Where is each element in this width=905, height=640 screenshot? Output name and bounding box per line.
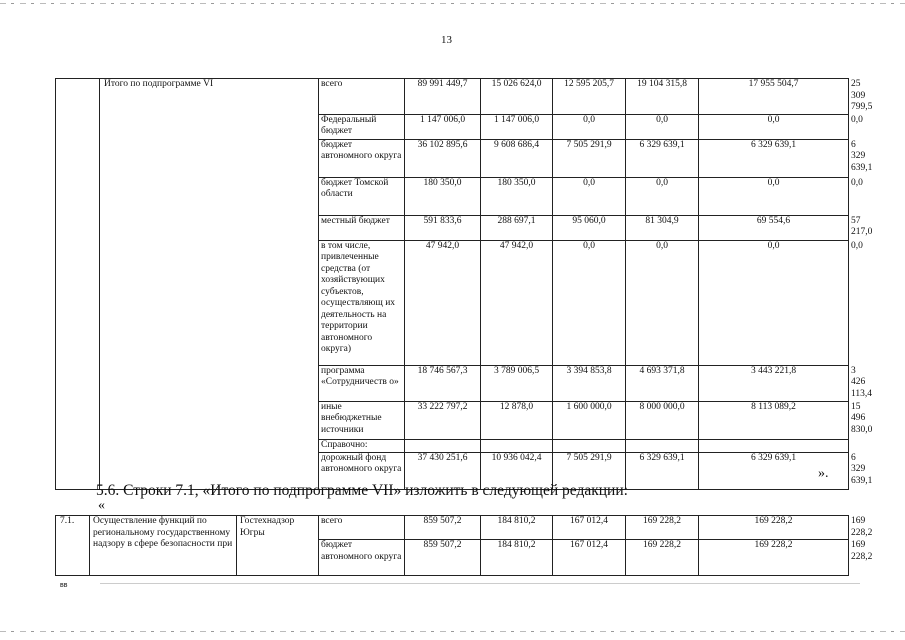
value-cell: 1 147 006,0 [405, 114, 481, 139]
table-row: программа «Сотрудничеств о» 18 746 567,3 3 789 006,5 3 394 853,8 4 693 371,8 3 443 221,8 3 426 113,4 [56, 365, 849, 401]
value-cell: 19 104 315,8 [626, 79, 699, 115]
value-cell: 0,0 [553, 240, 626, 365]
value-cell: 0,0 [699, 177, 849, 215]
value-cell: 4 693 371,8 [626, 365, 699, 401]
value-cell: 184 810,2 [481, 540, 553, 576]
value-cell: 591 833,6 [405, 215, 481, 240]
section-heading: 5.6. Строки 7.1, «Итого по подпрограмме VII» изложить в следующей редакции: [96, 482, 628, 499]
value-cell: 6 329 639,1 [626, 139, 699, 177]
value-cell: 169 228,2 [626, 516, 699, 540]
row-label: Федеральный бюджет [319, 114, 405, 139]
value-cell [553, 439, 626, 452]
value-cell: 180 350,0 [405, 177, 481, 215]
row-label: бюджет автономного округа [319, 540, 405, 576]
value-cell: 0,0 [699, 240, 849, 365]
value-cell: 6 329 639,1 [626, 452, 699, 489]
value-cell: 167 012,4 [553, 540, 626, 576]
row-label: в том числе, привлеченные средства (от хозяйствующих субъектов, осуществляющ их деятельность на территории автономного округа) [319, 240, 405, 365]
value-cell: 69 554,6 [699, 215, 849, 240]
value-cell: 7 505 291,9 [553, 139, 626, 177]
value-cell: 1 147 006,0 [481, 114, 553, 139]
row-label: Справочно: [319, 439, 405, 452]
value-cell: 7 505 291,9 [553, 452, 626, 489]
table-row: иные внебюджетные источники 33 222 797,2 12 878,0 1 600 000,0 8 000 000,0 8 113 089,2 15 496 830,0 [56, 401, 849, 439]
row-label: иные внебюджетные источники [319, 401, 405, 439]
value-cell: 15 026 624,0 [481, 79, 553, 115]
table-row: дорожный фонд автономного округа 37 430 251,6 10 936 042,4 7 505 291,9 6 329 639,1 6 329 639,1 6 329 639,1 [56, 452, 849, 489]
page-number: 13 [441, 34, 452, 46]
row-label: местный бюджет [319, 215, 405, 240]
value-cell: 36 102 895,6 [405, 139, 481, 177]
table-row: Федеральный бюджет 1 147 006,0 1 147 006,0 0,0 0,0 0,0 0,0 [56, 114, 849, 139]
row-number: 7.1. [56, 516, 90, 576]
value-cell: 167 012,4 [553, 516, 626, 540]
row-label: дорожный фонд автономного округа [319, 452, 405, 489]
value-cell: 0,0 [553, 177, 626, 215]
closing-quote: ». [818, 466, 829, 481]
table-row: бюджет автономного округа 36 102 895,6 9 608 686,4 7 505 291,9 6 329 639,1 6 329 639,1 6 329 639,1 [56, 139, 849, 177]
value-cell: 0,0 [626, 240, 699, 365]
row-label: бюджет Томской области [319, 177, 405, 215]
value-cell: 1 600 000,0 [553, 401, 626, 439]
value-cell: 169 228,2 [699, 516, 849, 540]
table-row: Итого по подпрограмме VI всего 89 991 449,7 15 026 624,0 12 595 205,7 19 104 315,8 17 955 504,7 25 309 799,5 [56, 79, 849, 115]
section-label: Итого по подпрограмме VI [100, 79, 319, 490]
value-cell: 6 329 639,1 [699, 452, 849, 489]
value-cell: 0,0 [626, 114, 699, 139]
subprogram-vi-table [55, 78, 873, 490]
value-cell: 3 789 006,5 [481, 365, 553, 401]
value-cell: 95 060,0 [553, 215, 626, 240]
value-cell [699, 439, 849, 452]
value-cell: 18 746 567,3 [405, 365, 481, 401]
row-label: всего [319, 516, 405, 540]
value-cell: 8 000 000,0 [626, 401, 699, 439]
table-row: бюджет Томской области 180 350,0 180 350,0 0,0 0,0 0,0 0,0 [56, 177, 849, 215]
value-cell: 3 443 221,8 [699, 365, 849, 401]
row-label: программа «Сотрудничеств о» [319, 365, 405, 401]
value-cell: 9 608 686,4 [481, 139, 553, 177]
value-cell: 288 697,1 [481, 215, 553, 240]
value-cell: 184 810,2 [481, 516, 553, 540]
table-row: в том числе, привлеченные средства (от хозяйствующих субъектов, осуществляющ их деятельность на территории автономного округа) 47 942,0 47 942,0 0,0 0,0 0,0 0,0 [56, 240, 849, 365]
scan-edge-top [0, 3, 905, 4]
value-cell: 47 942,0 [481, 240, 553, 365]
value-cell: 6 329 639,1 [699, 139, 849, 177]
value-cell: 859 507,2 [405, 516, 481, 540]
value-cell [626, 439, 699, 452]
value-cell [481, 439, 553, 452]
value-cell: 10 936 042,4 [481, 452, 553, 489]
measure-description: Осуществление функций по региональному государственному надзору в сфере безопасности при [90, 516, 237, 576]
value-cell: 3 394 853,8 [553, 365, 626, 401]
value-cell: 169 228,2 [699, 540, 849, 576]
value-cell: 81 304,9 [626, 215, 699, 240]
value-cell: 0,0 [553, 114, 626, 139]
footer-mark: вв [60, 582, 68, 589]
responsible-executor: Гостехнадзор Югры [237, 516, 319, 576]
table-row: бюджет автономного округа 859 507,2 184 810,2 167 012,4 169 228,2 169 228,2 169 228,2 [56, 540, 849, 576]
row-label: всего [319, 79, 405, 115]
value-cell: 169 228,2 [626, 540, 699, 576]
scan-edge-bottom [0, 631, 905, 632]
subprogram-vii-table [55, 515, 873, 576]
value-cell: 859 507,2 [405, 540, 481, 576]
value-cell: 0,0 [699, 114, 849, 139]
empty-number-cell [56, 79, 100, 490]
opening-quote: « [98, 498, 105, 513]
footer-divider [100, 583, 860, 584]
value-cell: 0,0 [626, 177, 699, 215]
value-cell: 17 955 504,7 [699, 79, 849, 115]
row-label: бюджет автономного округа [319, 139, 405, 177]
table-row: местный бюджет 591 833,6 288 697,1 95 060,0 81 304,9 69 554,6 57 217,0 [56, 215, 849, 240]
value-cell: 47 942,0 [405, 240, 481, 365]
value-cell: 180 350,0 [481, 177, 553, 215]
value-cell [405, 439, 481, 452]
table-row: 7.1. Осуществление функций по региональному государственному надзору в сфере безопасности при Гостехнадзор Югры всего 859 507,2 184 810,2 167 012,4 169 228,2 169 228,2 169 228,2 [56, 516, 849, 540]
value-cell: 12 595 205,7 [553, 79, 626, 115]
value-cell: 33 222 797,2 [405, 401, 481, 439]
value-cell: 89 991 449,7 [405, 79, 481, 115]
value-cell: 8 113 089,2 [699, 401, 849, 439]
value-cell: 12 878,0 [481, 401, 553, 439]
value-cell: 37 430 251,6 [405, 452, 481, 489]
